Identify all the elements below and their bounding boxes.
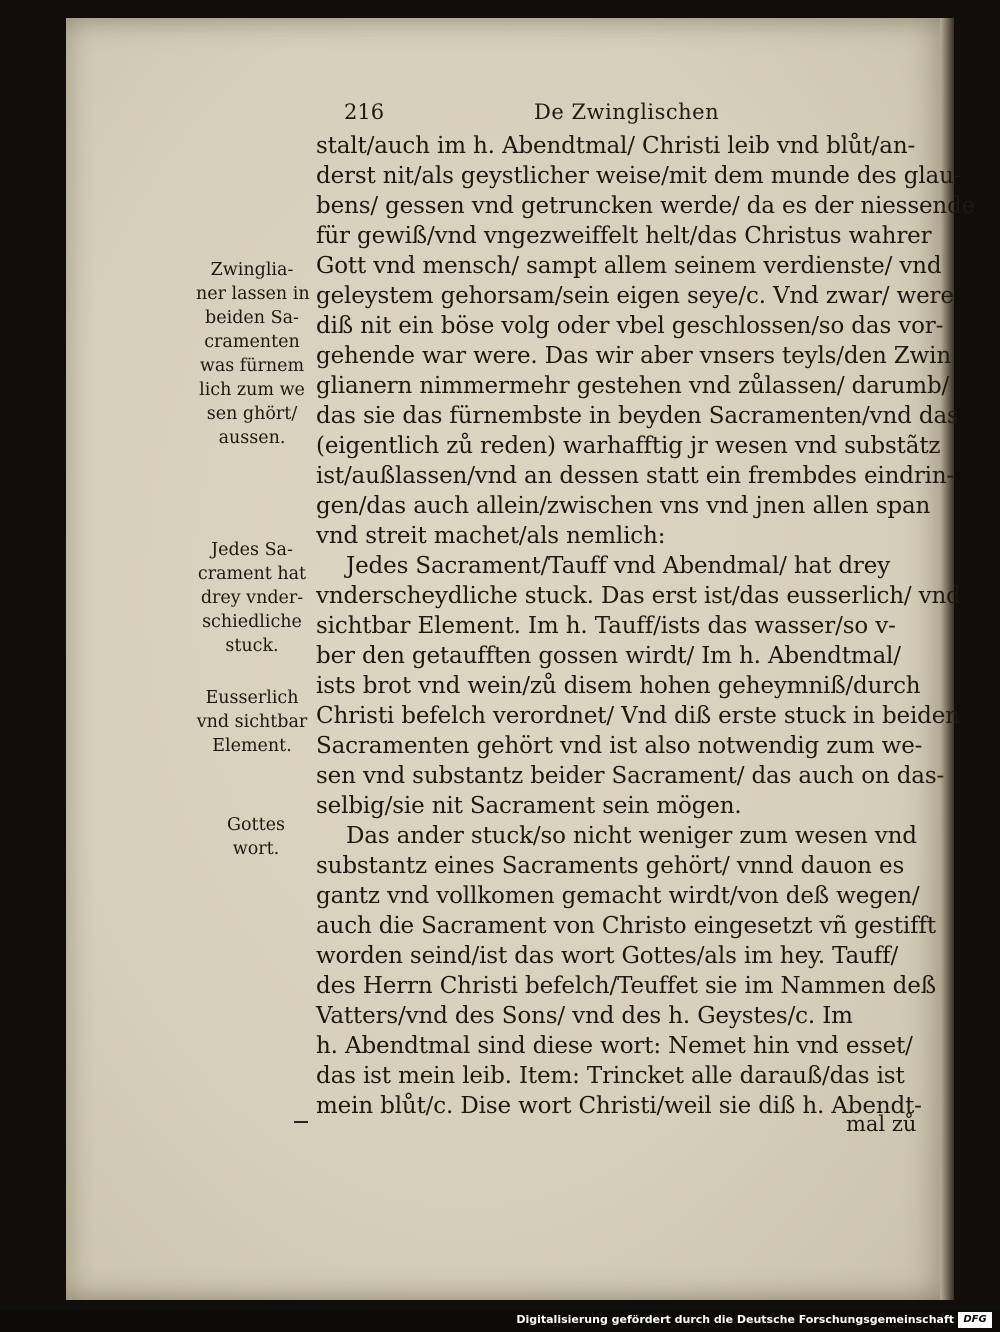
text-line: ists brot vnd wein/zů disem hohen geheymniß/durch	[316, 673, 921, 699]
text-line: diß nit ein böse volg oder vbel geschlossen/so das vor-	[316, 313, 944, 339]
text-line: gen/das auch allein/zwischen vns vnd jnen allen span	[316, 493, 931, 519]
text-line: (eigentlich zů reden) warhafftig jr wesen vnd substãtz	[316, 433, 941, 459]
margin-note-line: lich zum we	[199, 380, 305, 400]
text-line: mein blůt/c. Dise wort Christi/weil sie diß h. Abendt-	[316, 1093, 922, 1119]
text-line: das sie das fürnembste in beyden Sacramenten/vnd das	[316, 403, 959, 429]
text-line: ist/außlassen/vnd an dessen statt ein frembdes eindrin-	[316, 463, 955, 489]
text-line: geleystem gehorsam/sein eigen seye/c. Vnd zwar/ were	[316, 283, 954, 309]
margin-note-line: sen ghört/	[206, 404, 298, 424]
margin-note-element	[196, 686, 308, 758]
running-title: De Zwinglischen	[534, 100, 720, 124]
text-line: Gott vnd mensch/ sampt allem seinem verdienste/ vnd	[316, 253, 942, 279]
text-line: sen vnd substantz beider Sacrament/ das auch on das-	[316, 763, 945, 789]
text-line: selbig/sie nit Sacrament sein mögen.	[316, 793, 742, 819]
margin-note-line: was fürnem	[199, 356, 305, 376]
margin-note-line: crament hat	[197, 564, 307, 584]
page-header	[344, 100, 944, 132]
catchword: mal zů	[846, 1112, 917, 1136]
text-line: vnd streit machet/als nemlich:	[316, 523, 666, 549]
margin-note-line: ner lassen in	[196, 284, 310, 304]
text-line: des Herrn Christi befelch/Teuffet sie im Nammen deß	[316, 973, 936, 999]
margin-note-line: Element.	[212, 736, 292, 756]
text-line: ber den getaufften gossen wirdt/ Im h. Abendtmal/	[316, 643, 901, 669]
margin-note-line: beiden Sa-	[205, 308, 299, 328]
margin-note-line: Gottes	[227, 815, 285, 835]
text-line: für gewiß/vnd vngezweiffelt helt/das Christus wahrer	[316, 223, 932, 249]
text-line: Vatters/vnd des Sons/ vnd des h. Geystes/c. Im	[316, 1003, 853, 1029]
margin-note-line: stuck.	[225, 636, 279, 656]
text-line: derst nit/als geystlicher weise/mit dem munde des glau-	[316, 163, 962, 189]
margin-note-jedes-sacrament	[196, 538, 308, 658]
funding-note: Digitalisierung gefördert durch die Deutsche Forschungsgemeinschaft	[516, 1313, 954, 1326]
margin-note-line: schiedliche	[202, 612, 302, 632]
text-line: auch die Sacrament von Christo eingesetzt vñ gestifft	[316, 913, 936, 939]
margin-note-line: drey vnder-	[200, 588, 304, 608]
margin-note-zwinglianer	[196, 258, 308, 450]
text-line: Jedes Sacrament/Tauff vnd Abendmal/ hat drey	[346, 553, 891, 579]
text-line: h. Abendtmal sind diese wort: Nemet hin vnd esset/	[316, 1033, 913, 1059]
text-line: worden seind/ist das wort Gottes/als im hey. Tauff/	[316, 943, 899, 969]
dfg-logo: DFG	[958, 1312, 992, 1328]
margin-note-line: vnd sichtbar	[196, 712, 308, 732]
margin-note-line: aussen.	[218, 428, 286, 448]
text-line: sichtbar Element. Im h. Tauff/ists das wasser/so v-	[316, 613, 896, 639]
text-line: stalt/auch im h. Abendtmal/ Christi leib vnd blůt/an-	[316, 133, 916, 159]
text-line: gehende war were. Das wir aber vnsers teyls/den Zwin	[316, 343, 951, 369]
margin-note-gottes-wort	[216, 813, 296, 861]
page-number: 216	[344, 100, 385, 124]
margin-note-line: Jedes Sa-	[211, 540, 293, 560]
margin-note-line: cramenten	[204, 332, 300, 352]
text-line: Das ander stuck/so nicht weniger zum wesen vnd	[346, 823, 917, 849]
text-line: Sacramenten gehört vnd ist also notwendig zum we-	[316, 733, 923, 759]
margin-note-line: wort.	[232, 839, 280, 859]
text-line: bens/ gessen vnd getruncken werde/ da es der niessende	[316, 193, 976, 219]
text-line: das ist mein leib. Item: Trincket alle darauß/das ist	[316, 1063, 905, 1089]
text-line: gantz vnd vollkomen gemacht wirdt/von deß wegen/	[316, 883, 920, 909]
margin-note-line: Zwinglia-	[210, 260, 294, 280]
margin-note-line: Eusserlich	[205, 688, 299, 708]
text-line: Christi befelch verordnet/ Vnd diß erste stuck in beiden	[316, 703, 960, 729]
text-line: vnderscheydliche stuck. Das erst ist/das eusserlich/ vnd	[316, 583, 961, 609]
ink-mark	[294, 1121, 308, 1123]
text-line: glianern nimmermehr gestehen vnd zůlassen/ darumb/	[316, 373, 950, 399]
text-line: substantz eines Sacraments gehört/ vnnd dauon es	[316, 853, 905, 879]
book-page	[66, 18, 976, 1300]
